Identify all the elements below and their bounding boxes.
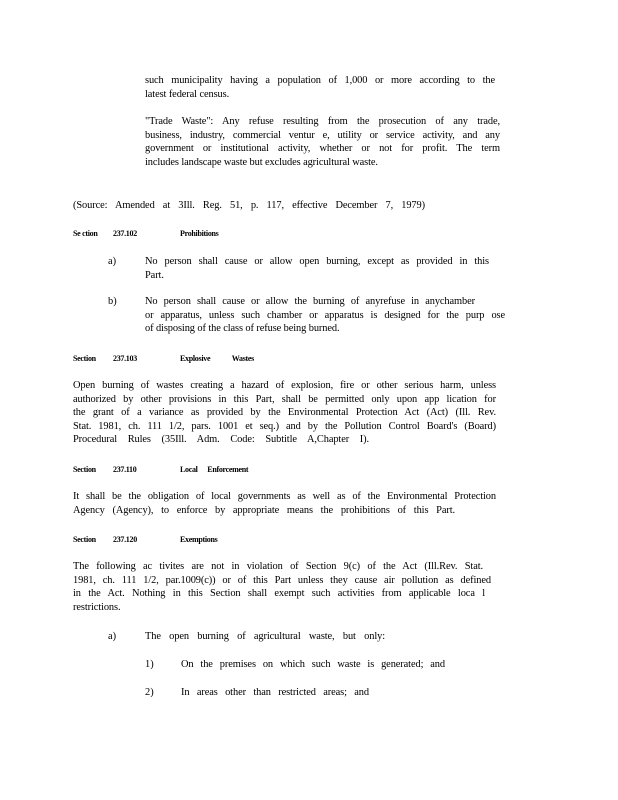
text-line: government or institutional activity, whether or not for profit. The term	[145, 143, 500, 155]
list-marker-a: a)	[108, 631, 117, 642]
text-line: of disposing of the class of refuse being burned.	[145, 323, 340, 335]
section-label: Se ction	[73, 229, 98, 238]
section-label: Section	[73, 354, 96, 363]
prohibition-b	[145, 295, 505, 336]
section-heading-237-110	[73, 465, 273, 475]
exemption-a-2	[181, 686, 369, 700]
section-label: Section	[73, 535, 96, 544]
section-title: Prohibitions	[180, 229, 219, 238]
list-marker-1: 1)	[145, 659, 154, 670]
text-line: The open burning of agricultural waste, but only:	[145, 631, 385, 642]
text-line: includes landscape waste but excludes agricultural waste.	[145, 156, 378, 168]
text-line: restrictions.	[73, 601, 121, 613]
text-line: In areas other than restricted areas; and	[181, 687, 369, 698]
text-line: business, industry, commercial ventur e, utility or service activity, and any	[145, 129, 500, 141]
text-line: Part.	[145, 269, 164, 281]
text-line: "Trade Waste": Any refuse resulting from the prosecution of any trade,	[145, 116, 500, 127]
text-line: in the Act. Nothing in this Section shall exempt such activities from applicable loca l	[73, 588, 485, 600]
text-line: (Source: Amended at 3Ill. Reg. 51, p. 117, effective December 7, 1979)	[73, 200, 425, 211]
text-line: Procedural Rules (35Ill. Adm. Code: Subtitle A,Chapter I).	[73, 434, 369, 446]
text-line: such municipality having a population of 1,000 or more according to the	[145, 75, 495, 86]
list-marker-2: 2)	[145, 687, 154, 698]
prohibition-a	[145, 255, 489, 282]
source-note	[73, 199, 425, 213]
section-heading-237-120	[73, 535, 273, 545]
text-line: No person shall cause or allow the burning of anyrefuse in anychamber	[145, 296, 475, 307]
text-line: It shall be the obligation of local governments as well as of the Environmental Protection	[73, 491, 496, 502]
text-line: Open burning of wastes creating a hazard of explosion, fire or other serious harm, unless	[73, 380, 496, 391]
text-line: or apparatus, unless such chamber or apparatus is designed for the purp ose	[145, 309, 505, 321]
section-number: 237.110	[113, 465, 137, 474]
section-heading-237-102	[73, 229, 273, 239]
local-enforcement-paragraph	[73, 490, 496, 517]
section-title: Explosive Wastes	[180, 354, 254, 363]
exemption-a-1	[181, 658, 445, 672]
text-line: Stat. 1981, ch. 111 1/2, pars. 1001 et seq.) and by the Pollution Control Board's (Board)	[73, 420, 496, 432]
section-title: Exemptions	[180, 535, 218, 544]
section-number: 237.102	[113, 229, 137, 238]
section-title: Local Enforcement	[180, 465, 249, 474]
explosive-wastes-paragraph	[73, 379, 496, 447]
section-label: Section	[73, 465, 96, 474]
text-line: The following ac tivites are not in violation of Section 9(c) of the Act (Ill.Rev. Stat.	[73, 561, 483, 572]
list-marker-a: a)	[108, 256, 117, 267]
text-line: Agency (Agency), to enforce by appropriate means the prohibitions of this Part.	[73, 504, 455, 516]
exemptions-paragraph	[73, 560, 496, 614]
exemption-a	[145, 630, 385, 644]
section-number: 237.120	[113, 535, 137, 544]
text-line: 1981, ch. 111 1/2, par.1009(c)) or of this Part unless they cause air pollution as defined	[73, 574, 491, 586]
trade-waste-definition	[145, 115, 500, 169]
list-marker-b: b)	[108, 296, 117, 307]
text-line: No person shall cause or allow open burning, except as provided in this	[145, 256, 489, 267]
text-line: On the premises on which such waste is generated; and	[181, 659, 445, 670]
definition-continuation	[145, 74, 495, 101]
section-number: 237.103	[113, 354, 137, 363]
section-heading-237-103	[73, 354, 273, 364]
text-line: the grant of a variance as provided by the Environmental Protection Act (Act) (Ill. Rev.	[73, 407, 496, 419]
text-line: latest federal census.	[145, 88, 230, 100]
text-line: authorized by other provisions in this Part, shall be permitted only upon app lication for	[73, 393, 496, 405]
